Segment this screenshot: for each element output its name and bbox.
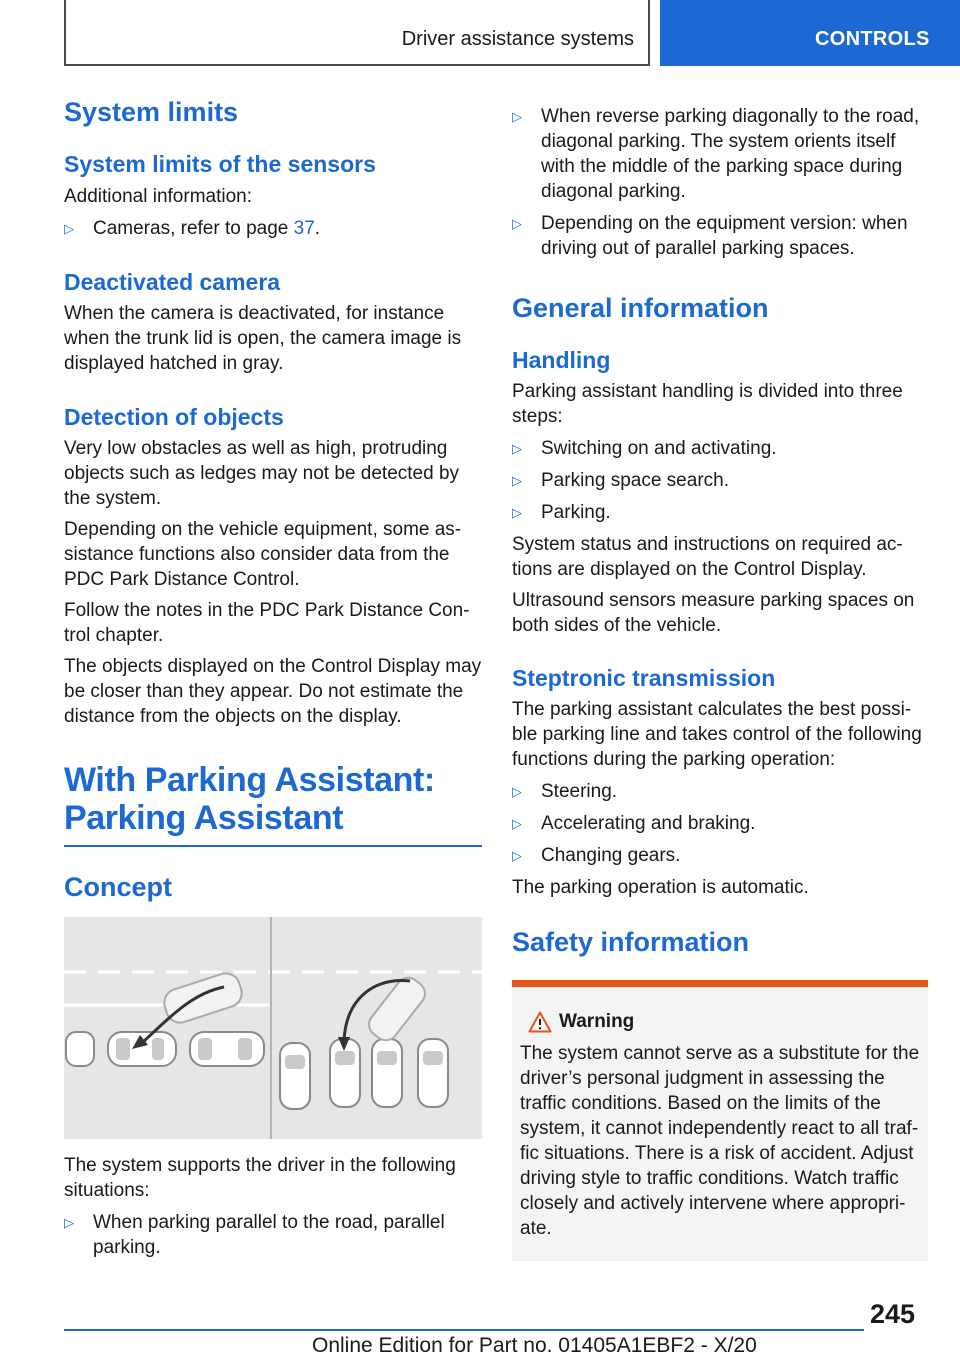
- bullet-triangle-icon: ▷: [512, 816, 522, 831]
- concept-bullet-text: When parking parallel to the road, parallel parking.: [93, 1212, 445, 1258]
- warning-box: [512, 980, 928, 1261]
- bullet-triangle-icon: ▷: [512, 216, 522, 231]
- steptronic-bullet-text: Accelerating and braking.: [541, 813, 756, 834]
- handling-bullet-text: Parking.: [541, 502, 611, 523]
- chapter-heading-line-2: Parking Assistant: [64, 799, 344, 837]
- footer-rule: [64, 1329, 864, 1331]
- steptronic-bullet-text: Steering.: [541, 781, 618, 802]
- bullet-triangle-icon: ▷: [512, 473, 522, 488]
- handling-text: Parking assistant handling is divided into three steps:: [512, 381, 903, 427]
- list-item: [512, 468, 928, 493]
- ultrasound-text: Ultrasound sensors measure parking spaces on both sides of the vehicle.: [512, 590, 915, 636]
- page-reference-link[interactable]: 37: [293, 218, 315, 239]
- heading-concept: Concept: [64, 872, 172, 902]
- additional-info-text: Additional information:: [64, 186, 252, 207]
- bullet-triangle-icon: ▷: [512, 505, 522, 520]
- bullet-triangle-icon: ▷: [512, 848, 522, 863]
- steptronic-text: The parking assistant calculates the best possi-ble parking line and takes control of the following functions during the parking operation:: [512, 699, 922, 770]
- cameras-text: Cameras, refer to page: [93, 218, 294, 239]
- automatic-text: The parking operation is automatic.: [512, 877, 809, 898]
- heading-deactivated-camera: Deactivated camera: [64, 269, 281, 295]
- list-item: [512, 211, 928, 261]
- heading-handling: Handling: [512, 347, 611, 373]
- chapter-heading-line-1: With Parking Assistant:: [64, 761, 435, 799]
- heading-detection-objects: Detection of objects: [64, 404, 284, 430]
- header-chapter-tab[interactable]: [660, 0, 960, 66]
- list-item: [512, 104, 928, 204]
- concept-text: The system supports the driver in the following situations:: [64, 1155, 456, 1201]
- detection-paragraph-2: Depending on the vehicle equipment, some as-sistance functions also consider data from the PDC Park Distance Control.: [64, 519, 462, 590]
- page-header: [0, 0, 960, 66]
- heading-sensor-limits: System limits of the sensors: [64, 151, 376, 177]
- header-section-title: Driver assistance systems: [401, 28, 634, 50]
- page-number: 245: [870, 1299, 916, 1329]
- drive-out-bullet-text: Depending on the equipment version: when driving out of parallel parking spaces.: [541, 213, 908, 259]
- bullet-triangle-icon: ▷: [512, 441, 522, 456]
- warning-triangle-icon: [528, 1011, 552, 1033]
- handling-bullet-text: Switching on and activating.: [541, 438, 777, 459]
- bullet-triangle-icon: ▷: [64, 221, 74, 236]
- header-chapter-label: CONTROLS: [815, 28, 930, 50]
- parking-diagram-icon: [64, 917, 482, 1139]
- heading-system-limits: System limits: [64, 97, 239, 127]
- left-column: [64, 96, 482, 1260]
- warning-title-text: Warning: [559, 1011, 635, 1032]
- list-item: [512, 779, 928, 804]
- chapter-heading-rule: [64, 845, 482, 847]
- list-item: [64, 216, 482, 241]
- heading-general-information: General information: [512, 293, 769, 323]
- bullet-triangle-icon: ▷: [64, 1215, 74, 1230]
- list-item: [512, 811, 928, 836]
- footer-edition: Online Edition for Part no. 01405A1EBF2 - X/20: [312, 1334, 757, 1357]
- right-column: [512, 104, 928, 1261]
- list-item: [512, 500, 928, 525]
- cameras-text-end: .: [314, 218, 321, 239]
- steptronic-bullet-text: Changing gears.: [541, 845, 681, 866]
- heading-steptronic: Steptronic transmission: [512, 665, 776, 691]
- list-item: [512, 843, 928, 868]
- status-text: System status and instructions on required ac-tions are displayed on the Control Display.: [512, 534, 903, 580]
- chapter-heading: [64, 761, 482, 847]
- warning-title: [520, 1009, 920, 1035]
- diagonal-bullet-text: When reverse parking diagonally to the road, diagonal parking. The system orients itself with the middle of the parking space during diagonal parking.: [541, 106, 920, 202]
- list-item: [512, 436, 928, 461]
- handling-bullet-text: Parking space search.: [541, 470, 729, 491]
- detection-paragraph-4: The objects displayed on the Control Display may be closer than they appear. Do not estimate the distance from the objects on the display.: [64, 656, 482, 727]
- parking-illustration: [64, 917, 482, 1139]
- list-item: [64, 1210, 482, 1260]
- detection-paragraph-1: Very low obstacles as well as high, protruding objects such as ledges may not be detected by the system.: [64, 438, 460, 509]
- bullet-triangle-icon: ▷: [512, 109, 522, 124]
- deactivated-text: When the camera is deactivated, for instance when the trunk lid is open, the camera image is displayed hatched in gray.: [64, 303, 462, 374]
- header-section-box: [64, 0, 650, 66]
- heading-safety-information: Safety information: [512, 927, 750, 957]
- warning-text: The system cannot serve as a substitute for the driver’s personal judgment in assessing the traffic conditions. Based on the limits of the system, it cannot independently react to all traf-fic situations. There is a risk of accident. Adjust driving style to traffic conditions. Watch traffic closely and actively intervene where appropri-ate.: [520, 1043, 920, 1239]
- detection-paragraph-3: Follow the notes in the PDC Park Distance Con-trol chapter.: [64, 600, 470, 646]
- bullet-triangle-icon: ▷: [512, 784, 522, 799]
